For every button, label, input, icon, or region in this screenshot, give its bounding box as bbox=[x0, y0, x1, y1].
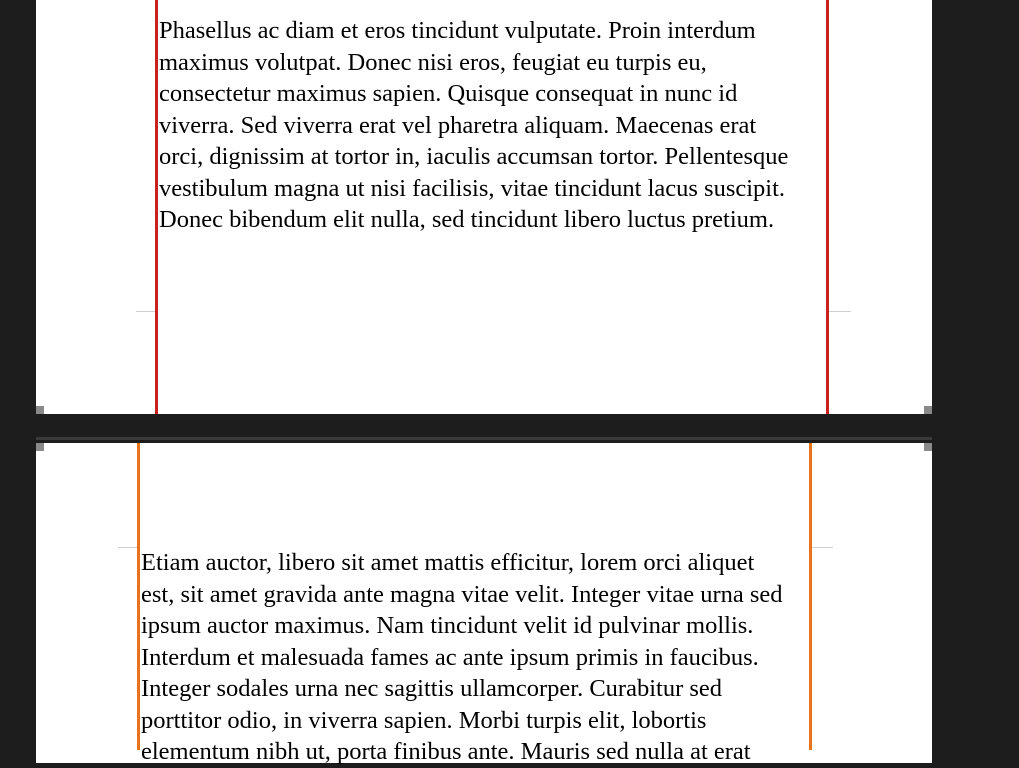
page-corner-bottom-left-page-1 bbox=[36, 406, 44, 414]
text-line: vestibulum magna ut nisi facilisis, vitae tincidunt lacus suscipit. bbox=[159, 174, 786, 202]
text-line: Phasellus ac diam et eros tincidunt vulputate. Proin interdum bbox=[159, 17, 756, 44]
text-line: porttitor odio, in viverra sapien. Morbi turpis elit, lobortis bbox=[141, 706, 707, 734]
page-gap-separator bbox=[36, 437, 932, 440]
paragraph-page-2[interactable] bbox=[141, 547, 783, 768]
margin-mark-bottom-right-page-1 bbox=[829, 311, 851, 312]
text-line: viverra. Sed viverra erat vel pharetra aliquam. Maecenas erat bbox=[159, 111, 757, 139]
margin-mark-top-right-page-2 bbox=[812, 547, 833, 548]
text-line: Donec bibendum elit nulla, sed tincidunt libero luctus pretium. bbox=[159, 206, 775, 233]
text-boundary-left-page-1 bbox=[155, 0, 158, 414]
text-line: consectetur maximus sapien. Quisque consequat in nunc id bbox=[159, 80, 738, 107]
text-boundary-right-page-1 bbox=[826, 0, 829, 414]
text-line: elementum nibh ut, porta finibus ante. Mauris sed nulla at erat bbox=[141, 738, 751, 765]
margin-mark-bottom-left-page-1 bbox=[136, 311, 155, 312]
text-line: Etiam auctor, libero sit amet mattis efficitur, lorem orci aliquet bbox=[141, 549, 755, 576]
text-boundary-left-page-2 bbox=[137, 443, 140, 750]
text-line: Interdum et malesuada fames ac ante ipsum primis in faucibus. bbox=[141, 643, 759, 671]
page-corner-top-right-page-2 bbox=[924, 443, 932, 451]
page-corner-top-left-page-2 bbox=[36, 443, 44, 451]
paragraph-page-1[interactable] bbox=[159, 15, 788, 236]
text-line: ipsum auctor maximus. Nam tincidunt velit id pulvinar mollis. bbox=[141, 612, 754, 639]
text-line: est, sit amet gravida ante magna vitae velit. Integer vitae urna sed bbox=[141, 580, 783, 608]
page-corner-bottom-right-page-1 bbox=[924, 406, 932, 414]
text-line: maximus volutpat. Donec nisi eros, feugiat eu turpis eu, bbox=[159, 48, 707, 76]
text-line: orci, dignissim at tortor in, iaculis accumsan tortor. Pellentesque bbox=[159, 143, 789, 170]
text-line: Integer sodales urna nec sagittis ullamcorper. Curabitur sed bbox=[141, 675, 723, 702]
margin-mark-top-left-page-2 bbox=[118, 547, 137, 548]
text-boundary-right-page-2 bbox=[809, 443, 812, 750]
